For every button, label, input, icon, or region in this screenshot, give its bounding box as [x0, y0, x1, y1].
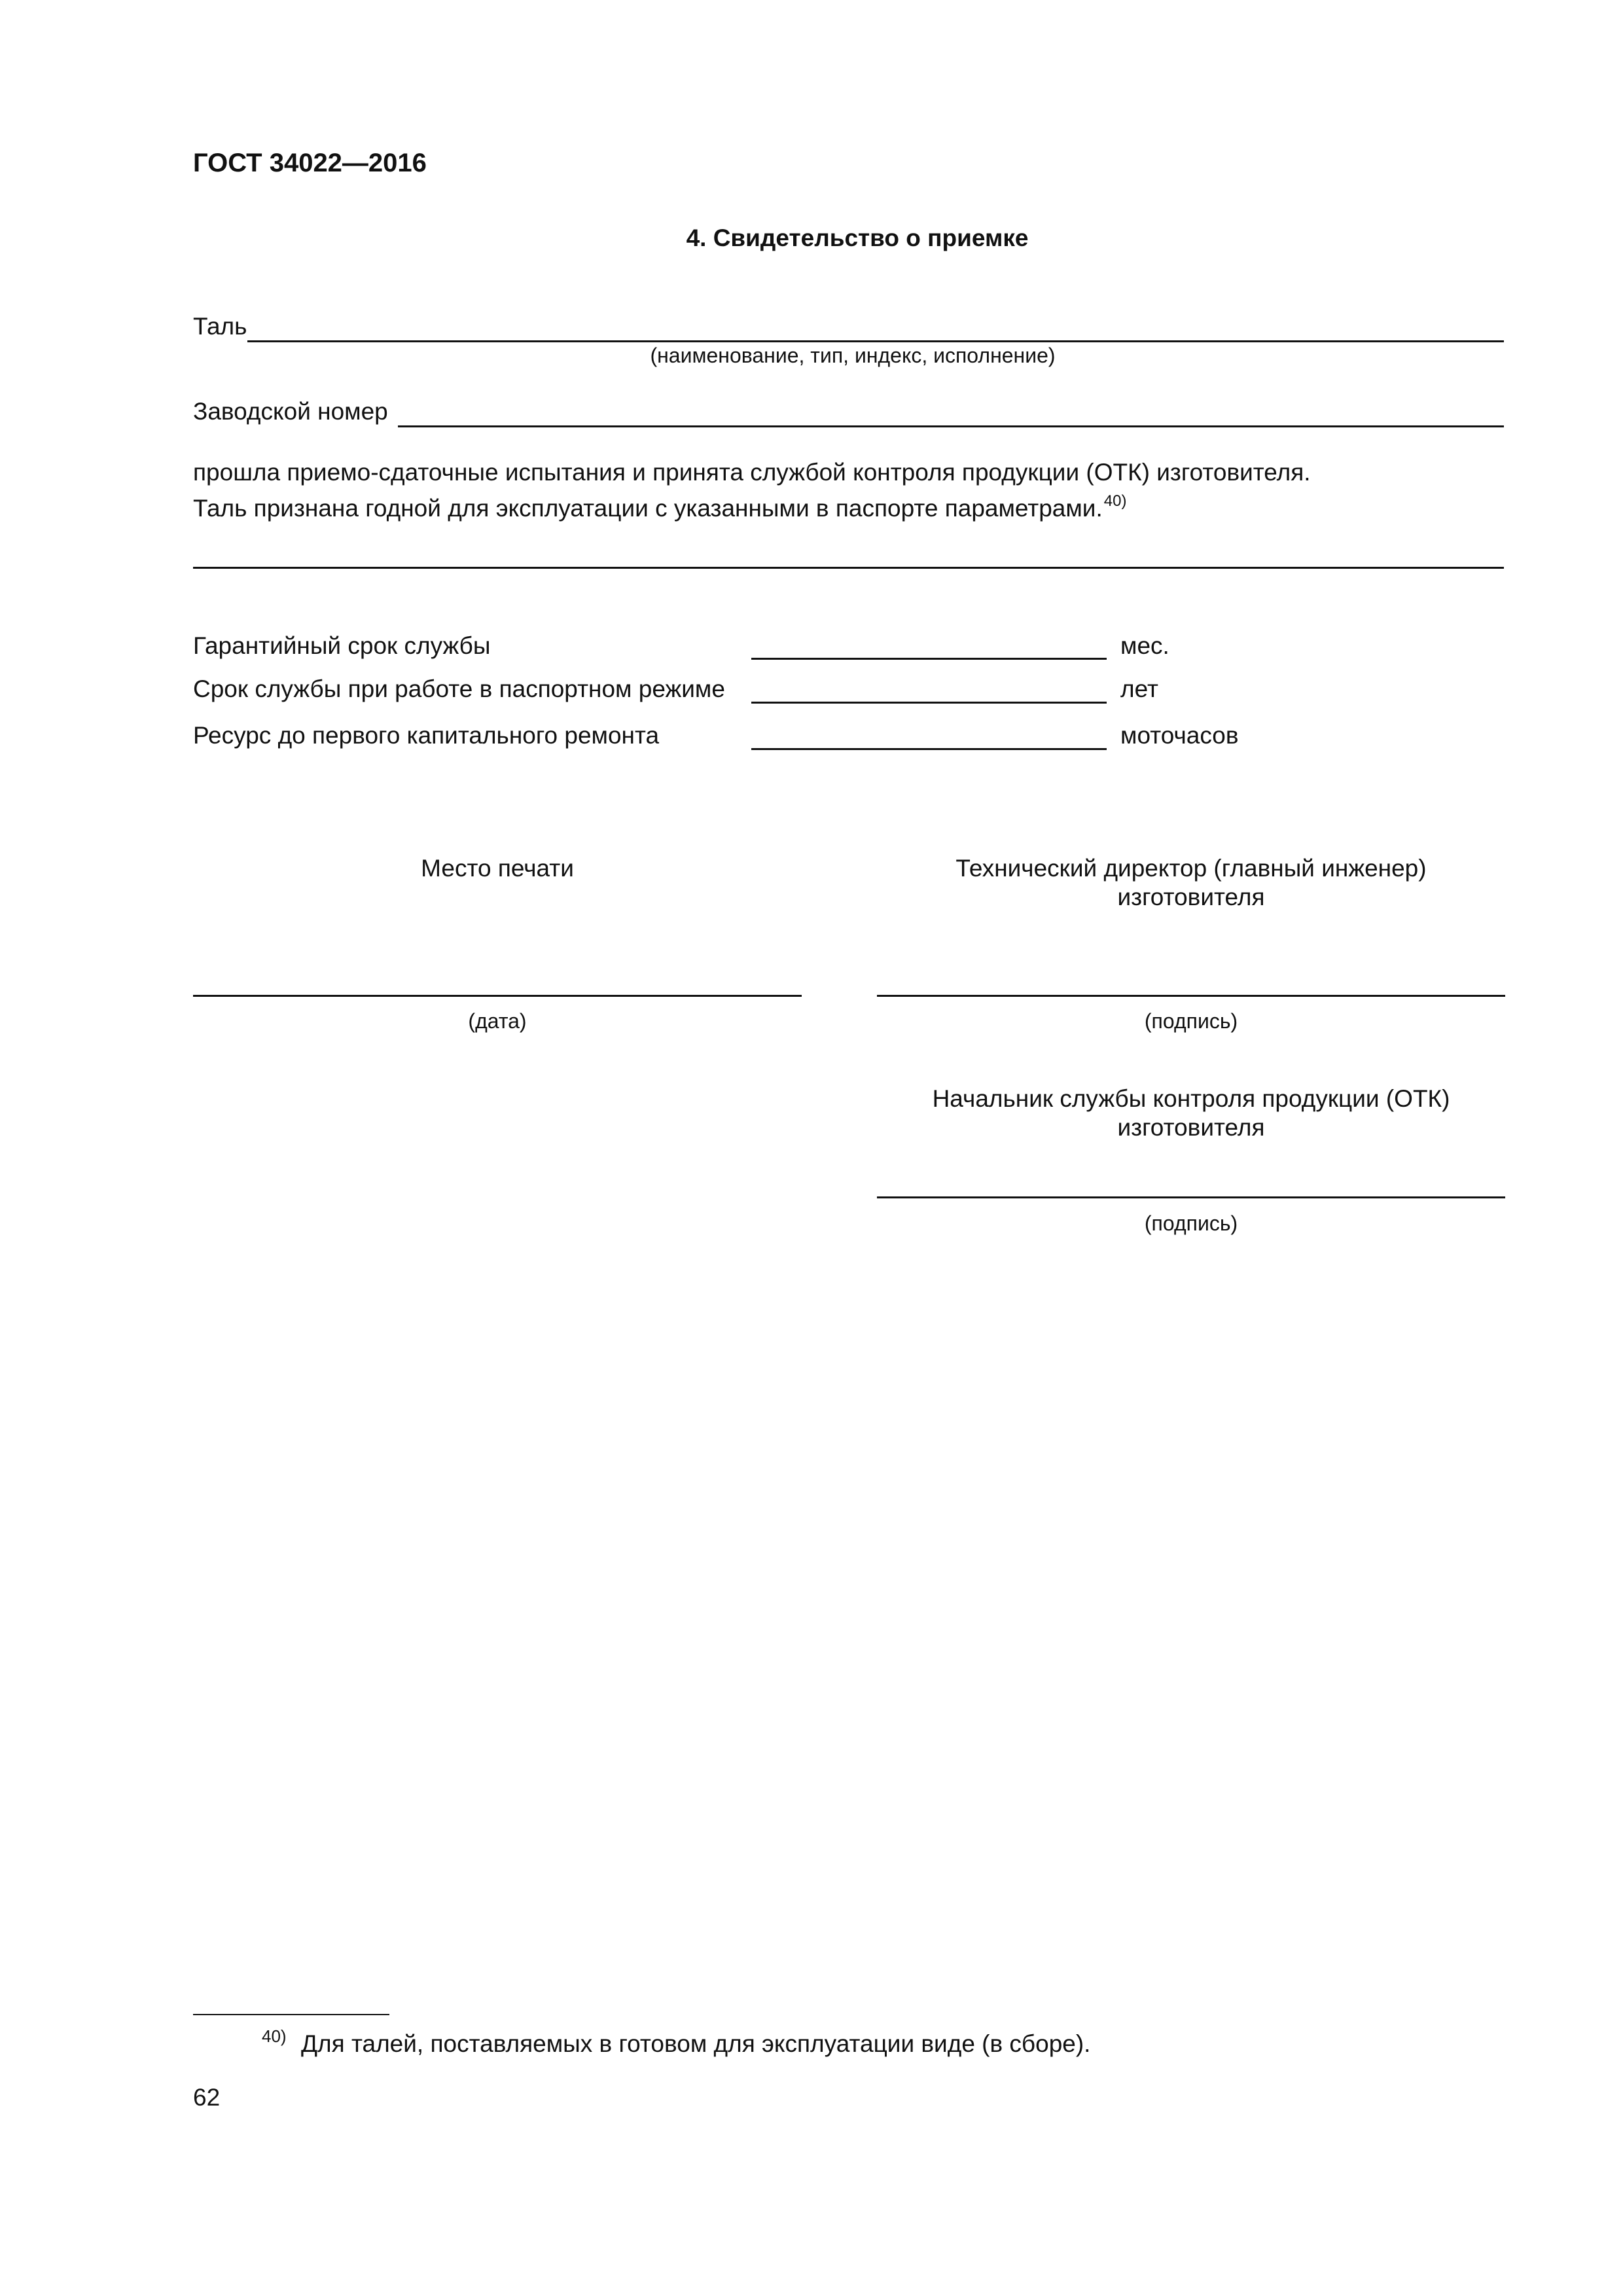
hoist-caption: (наименование, тип, индекс, исполнение) — [650, 344, 1056, 367]
spec-line-resource — [751, 748, 1107, 750]
tech-director-org: изготовителя — [1117, 884, 1265, 910]
spec-unit-service-life: лет — [1120, 675, 1158, 702]
footnote-ref: 40) — [1103, 492, 1127, 510]
hoist-label: Таль — [193, 313, 247, 340]
statement-line-2 — [193, 494, 1126, 526]
signature-caption-2: (подпись) — [1144, 1211, 1238, 1235]
spec-line-warranty — [751, 658, 1107, 660]
section-title: 4. Свидетельство о приемке — [686, 224, 1029, 251]
spec-unit-resource: моточасов — [1120, 722, 1239, 749]
spec-label-resource: Ресурс до первого капитального ремонта — [193, 722, 660, 749]
signature-caption-1: (подпись) — [1144, 1009, 1238, 1033]
page-number: 62 — [193, 2084, 221, 2111]
spec-label-warranty: Гарантийный срок службы — [193, 632, 491, 659]
hoist-name-line — [247, 340, 1504, 342]
otk-head-title: Начальник службы контроля продукции (ОТК) — [932, 1085, 1450, 1112]
serial-number-line — [398, 425, 1504, 427]
statement-blank-line — [193, 567, 1504, 569]
document-code: ГОСТ 34022—2016 — [193, 149, 427, 177]
serial-label: Заводской номер — [193, 398, 388, 425]
footnote-marker: 40) — [262, 2026, 287, 2046]
stamp-place: Место печати — [421, 855, 574, 882]
statement-line-2-text: Таль признана годной для эксплуатации с указанными в паспорте параметрами. — [193, 495, 1103, 522]
footnote-separator — [193, 2014, 389, 2015]
tech-director-signature-line — [877, 995, 1505, 997]
spec-label-service-life: Срок службы при работе в паспортном режиме — [193, 675, 725, 702]
spec-unit-warranty: мес. — [1120, 632, 1169, 659]
date-caption: (дата) — [468, 1009, 527, 1033]
tech-director-title: Технический директор (главный инженер) — [955, 855, 1427, 882]
spec-line-service-life — [751, 702, 1107, 704]
date-line — [193, 995, 802, 997]
statement-line-1: прошла приемо-сдаточные испытания и принята службой контроля продукции (ОТК) изготовителя. — [193, 459, 1311, 486]
otk-head-org: изготовителя — [1117, 1114, 1265, 1141]
footnote-text: Для талей, поставляемых в готовом для эксплуатации виде (в сборе). — [301, 2030, 1091, 2057]
otk-head-signature-line — [877, 1196, 1505, 1198]
